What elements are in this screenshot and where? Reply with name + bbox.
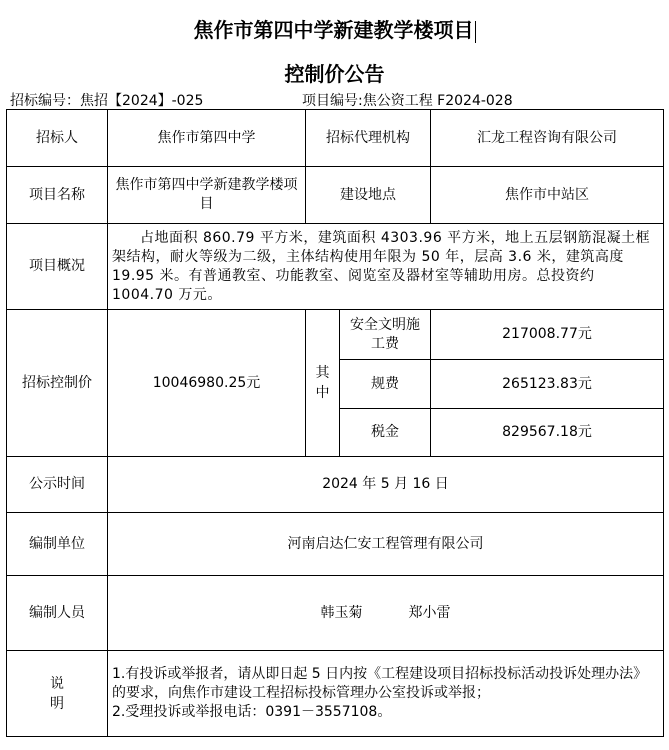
table-row [7, 310, 664, 360]
bid-number: 招标编号：焦招【2024】-025 [10, 93, 204, 109]
note-item: 2.受理投诉或举报电话：0391－3557108。 [112, 704, 392, 720]
table-row [7, 651, 664, 737]
compiler-unit-label: 编制单位 [7, 513, 108, 576]
of-which-char-1: 其 [315, 365, 330, 381]
safety-fee-label: 安全文明施工费 [340, 310, 431, 360]
announcement-table [6, 109, 664, 737]
table-row [7, 513, 664, 576]
note-label [7, 651, 108, 737]
compiler-name: 郑小雷 [408, 604, 451, 621]
tax-value: 829567.18元 [431, 409, 664, 457]
text-cursor [475, 21, 476, 43]
control-price-value: 10046980.25元 [108, 310, 306, 457]
agency-value: 汇龙工程咨询有限公司 [431, 110, 664, 167]
project-number: 项目编号:焦公资工程 F2024-028 [302, 93, 513, 109]
safety-fee-value: 217008.77元 [431, 310, 664, 360]
note-content [108, 651, 664, 737]
fees-label: 规费 [340, 360, 431, 409]
overview-label: 项目概况 [7, 224, 108, 310]
note-item: 1.有投诉或举报者，请从即日起 5 日内按《工程建设项目招标投标活动投诉处理办法》的要求，向焦作市建设工程招标投标管理办公室投诉或举报； [112, 666, 648, 701]
note-label-char-1: 说 [50, 675, 64, 692]
tenderer-label: 招标人 [7, 110, 108, 167]
project-name-value: 焦作市第四中学新建教学楼项目 [108, 167, 306, 224]
of-which-label [306, 310, 340, 457]
note-label-char-2: 明 [50, 695, 64, 712]
compiler-unit-value: 河南启达仁安工程管理有限公司 [108, 513, 664, 576]
table-row [7, 167, 664, 224]
table-row [7, 110, 664, 167]
control-price-label: 招标控制价 [7, 310, 108, 457]
compilers-value [108, 576, 664, 651]
tax-label: 税金 [340, 409, 431, 457]
document-title-line1: 焦作市第四中学新建教学楼项目 [193, 18, 474, 42]
fees-value: 265123.83元 [431, 360, 664, 409]
document-title [0, 14, 669, 43]
of-which-char-2: 中 [315, 385, 330, 401]
project-name-label: 项目名称 [7, 167, 108, 224]
publicity-value: 2024 年 5 月 16 日 [108, 457, 664, 513]
tenderer-value: 焦作市第四中学 [108, 110, 306, 167]
site-value: 焦作市中站区 [431, 167, 664, 224]
site-label: 建设地点 [306, 167, 431, 224]
overview-value: 占地面积 860.79 平方米，建筑面积 4303.96 平方米，地上五层钢筋混凝土框架结构，耐火等级为二级，主体结构使用年限为 50 年，层高 3.6 米，建筑高度 19.95 米。有普通教室、功能教室、阅览室及器材室等辅助用房。总投资约 1004.70 万元。 [108, 224, 664, 310]
compilers-label: 编制人员 [7, 576, 108, 651]
publicity-label: 公示时间 [7, 457, 108, 513]
table-row [7, 224, 664, 310]
document-subtitle: 控制价公告 [284, 62, 385, 86]
table-row [7, 457, 664, 513]
table-row [7, 576, 664, 651]
compiler-name: 韩玉菊 [320, 604, 363, 621]
agency-label: 招标代理机构 [306, 110, 431, 167]
